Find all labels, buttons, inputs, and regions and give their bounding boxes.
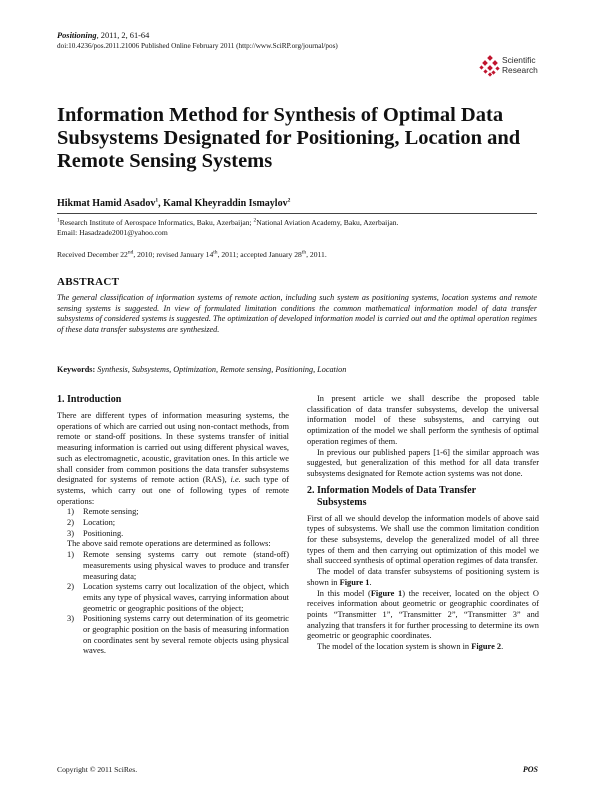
journal-name: Positioning bbox=[57, 31, 97, 40]
keywords-text: Synthesis, Subsystems, Optimization, Remote sensing, Positioning, Location bbox=[97, 365, 347, 374]
intro-paragraph: There are different types of information measuring systems, the operations of which are carried out using non-contact methods, from remote or stand-off positions. In these systems transfer of initial measuring information is carried out using different physical waves, such as electromagnetic, acoustic, gravitation ones. In this article we shall consider from common positions the data transfer subsystems designated for systems of remote action (RAS), i.e. such type of systems, which carry out one of following types of remote operations: bbox=[57, 411, 290, 506]
author-1: Hikmat Hamid Asadov bbox=[57, 198, 156, 209]
paragraph: In this model (Figure 1) the receiver, located on the object O receives information about geometric or geographic coordinates of points “Transmitter 1”, “Transmitter 2”, “Transmitter 3” and analyzing that transfers it for further processing to determine its own geometric or geographic coordinates. bbox=[307, 588, 539, 641]
list-item: 3) Positioning systems carry out determination of its geometric or geographic position on the basis of measuring information on coordinates sent by several remote objects using physical waves. bbox=[67, 614, 289, 656]
paragraph: The model of data transfer subsystems of positioning system is shown in Figure 1. bbox=[307, 567, 539, 587]
left-column bbox=[57, 394, 289, 657]
figure-1-link[interactable]: Figure 1 bbox=[370, 588, 403, 598]
list-item: 2) Location systems carry out localization of the object, which emits any type of physical waves, carrying information about geometric or geographic positions of the object; bbox=[67, 582, 289, 613]
abstract-heading: ABSTRACT bbox=[57, 276, 120, 288]
logo-text: Scientific Research bbox=[502, 55, 538, 75]
author-line: Hikmat Hamid Asadov$^1$, Kamal Kheyraddin Ismaylov$^2$ bbox=[57, 197, 291, 209]
definitions-list bbox=[57, 550, 289, 657]
keywords-label: Keywords bbox=[57, 365, 93, 374]
figure-1-link[interactable]: Figure 1 bbox=[339, 577, 370, 587]
paragraph: The above said remote operations are determined as follows: bbox=[67, 539, 271, 549]
paragraph: The model of the location system is shown in Figure 2. bbox=[317, 642, 504, 652]
paragraph: First of all we should develop the information models of above said types of subsystems. We shall use the common limitation condition for these subsystems, develop the generalized model of all three types of them and then carrying out optimization of this model we shall succeed synthesis of optimal operation regimes of data transfer. bbox=[307, 513, 539, 566]
right-column bbox=[307, 394, 539, 653]
paragraph: In previous our published papers [1-6] the similar approach was suggested, but generalization of this method for all data transfer subsystems designated for Remote action systems was not done. bbox=[307, 447, 539, 478]
section-heading-introduction: 1. Introduction bbox=[57, 394, 122, 405]
paper-title: Information Method for Synthesis of Optimal Data Subsystems Designated for Positioning, Location and Remote Sensing Systems bbox=[57, 104, 521, 172]
keywords: Keywords: Synthesis, Subsystems, Optimization, Remote sensing, Positioning, Location bbox=[57, 365, 347, 374]
list-item: 1) Remote sensing systems carry out remote (stand-off) measurements using physical waves to produce and transfer measuring data; bbox=[67, 550, 289, 581]
journal-abbreviation: POS bbox=[522, 765, 538, 774]
running-header bbox=[57, 31, 149, 40]
author-email[interactable]: Email: Hasadzade2001@yahoo.com bbox=[57, 228, 168, 237]
affiliations: $^1$Research Institute of Aerospace Informatics, Baku, Azerbaijan; $^2$National Aviation Academy, Baku, Azerbaijan. Email: Hasadzade2001@yahoo.com bbox=[57, 218, 537, 238]
citation: , 2011, 2, 61-64 bbox=[96, 31, 150, 40]
copyright: Copyright © 2011 SciRes. bbox=[57, 765, 138, 774]
abstract-text: The general classification of information systems of remote action, including such system as positioning systems, location systems and remote sensing systems is suggested. In view of formulated limitation conditions the common mathematical information model of data transfer subsystems of considered systems is suggested. The optimization of developed information model is carried out and the optimal operation regimes of these data transfer subsystems are synthesized. bbox=[57, 293, 537, 334]
publisher-logo bbox=[479, 55, 549, 77]
received-dates: Received December 22nd, 2010; revised January 14th, 2011; accepted January 28th, 2011. bbox=[57, 249, 327, 259]
author-divider bbox=[57, 213, 537, 214]
figure-2-link[interactable]: Figure 2 bbox=[471, 642, 502, 652]
list-item: 2) Location; bbox=[67, 518, 116, 528]
doi-line[interactable]: doi:10.4236/pos.2011.21006 Published Online February 2011 (http://www.SciRP.org/journal/pos) bbox=[57, 42, 338, 50]
section-heading-information-models: 2. Information Models of Data Transfer Subsystems bbox=[307, 484, 477, 508]
paragraph: In present article we shall describe the proposed table classification of data transfer subsystems, develop the universal information model of these subsystems, and carrying out optimization of the model we shall perform the synthesis of optimal operation regimes of them. bbox=[307, 394, 539, 446]
remote-operations-list bbox=[57, 507, 289, 539]
list-item: 3) Positioning. bbox=[67, 528, 124, 538]
scientific-research-logo-icon bbox=[479, 55, 501, 77]
list-item: 1) Remote sensing; bbox=[67, 507, 139, 517]
author-2: Kamal Kheyraddin Ismaylov bbox=[163, 198, 288, 209]
